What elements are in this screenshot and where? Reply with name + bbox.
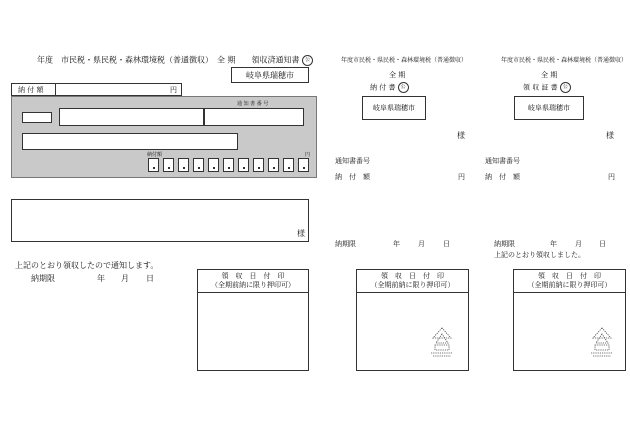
- right-notice-number-label: 通知書番号: [485, 157, 520, 165]
- middle-doc-title: 納 付 書 公: [370, 82, 409, 93]
- left-month: 月: [121, 274, 129, 283]
- right-yen: 円: [608, 173, 615, 181]
- public-mark-icon: 公: [302, 55, 313, 66]
- left-deadline-label: 納期限: [31, 274, 55, 283]
- digits-label: 納付額: [147, 152, 163, 158]
- right-doc-title: 領 収 証 書 公: [523, 82, 571, 93]
- digit-cell: [223, 158, 234, 172]
- right-addressee-suffix: 様: [606, 131, 614, 140]
- right-stamp-note: （全期前納に限り押印可）: [527, 281, 612, 289]
- left-form-title: 年度 市民税・県民税・森林環境税（普通徴収） 全 期 領収済通知書 公: [37, 55, 313, 66]
- left-day: 日: [146, 274, 154, 283]
- right-city: 岐阜県瑞穂市: [528, 104, 570, 112]
- right-paid-amount-label: 納 付 額: [485, 173, 520, 181]
- middle-addressee-suffix: 様: [457, 131, 465, 140]
- ocr-small-box: [22, 112, 52, 123]
- middle-deadline-label: 納期限: [335, 240, 356, 248]
- digit-cell: [178, 158, 189, 172]
- middle-day: 日: [443, 240, 450, 248]
- left-receipt-notice: 上記のとおり領収したので通知します。: [15, 261, 159, 270]
- right-deadline-label: 納期限: [494, 240, 515, 248]
- digits-yen: 円: [305, 152, 311, 158]
- left-receipt-stamp-box: [197, 269, 309, 371]
- digit-cell: [193, 158, 204, 172]
- digit-cell: [208, 158, 219, 172]
- digit-cell: [268, 158, 279, 172]
- middle-paid-amount-label: 納 付 額: [335, 173, 370, 181]
- bank-stamp-icon: [429, 326, 455, 358]
- middle-city: 岐阜県瑞穂市: [373, 104, 415, 112]
- right-city-box: [514, 96, 584, 120]
- middle-city-box: [362, 96, 426, 120]
- left-paid-amount-label: 納 付 額: [18, 86, 44, 94]
- middle-form-title: 年度市民税・県民税・森林環境税（普通徴収）: [341, 57, 468, 64]
- left-stamp-note: （全期前納に限り押印可）: [211, 281, 295, 289]
- middle-month: 月: [418, 240, 425, 248]
- middle-receipt-stamp-box: [356, 269, 469, 371]
- left-addressee-suffix: 様: [297, 229, 305, 238]
- digit-cell: [283, 158, 294, 172]
- digit-cell: [253, 158, 264, 172]
- public-mark-icon: 公: [398, 82, 409, 93]
- right-month: 月: [575, 240, 582, 248]
- digit-cell: [298, 158, 309, 172]
- bank-stamp-icon: [589, 326, 615, 358]
- left-year: 年: [97, 274, 105, 283]
- digit-cell: [238, 158, 249, 172]
- middle-stamp-title: 領 収 日 付 印: [381, 272, 444, 280]
- ocr-box-1: [59, 108, 204, 126]
- left-yen: 円: [170, 86, 177, 94]
- right-day: 日: [599, 240, 606, 248]
- left-city: 岐阜県瑞穂市: [246, 71, 294, 80]
- left-addressee-box: [11, 199, 309, 242]
- middle-notice-number-label: 通知書番号: [335, 157, 370, 165]
- right-year: 年: [550, 240, 557, 248]
- ocr-panel: [11, 96, 317, 178]
- left-paid-amount-box: [11, 83, 182, 96]
- ocr-long-box: [22, 133, 238, 150]
- right-receipt-notice: 上記のとおり領収しました。: [494, 251, 585, 259]
- digit-cell: [148, 158, 159, 172]
- public-mark-icon: 公: [560, 82, 571, 93]
- right-stamp-title: 領 収 日 付 印: [538, 272, 601, 280]
- left-city-box: [231, 67, 309, 83]
- middle-yen: 円: [458, 173, 465, 181]
- left-stamp-title: 領 収 日 付 印: [221, 272, 285, 280]
- notice-number-box: [204, 101, 304, 126]
- middle-period: 全 期: [389, 71, 406, 79]
- right-receipt-stamp-box: [513, 269, 626, 371]
- middle-year: 年: [393, 240, 400, 248]
- digit-cell: [163, 158, 174, 172]
- right-period: 全 期: [541, 71, 558, 79]
- right-form-title: 年度市民税・県民税・森林環境税（普通徴収）: [501, 57, 628, 64]
- left-notice-number-label: 通 知 書 番 号: [237, 101, 269, 107]
- middle-stamp-note: （全期前納に限り押印可）: [370, 281, 455, 289]
